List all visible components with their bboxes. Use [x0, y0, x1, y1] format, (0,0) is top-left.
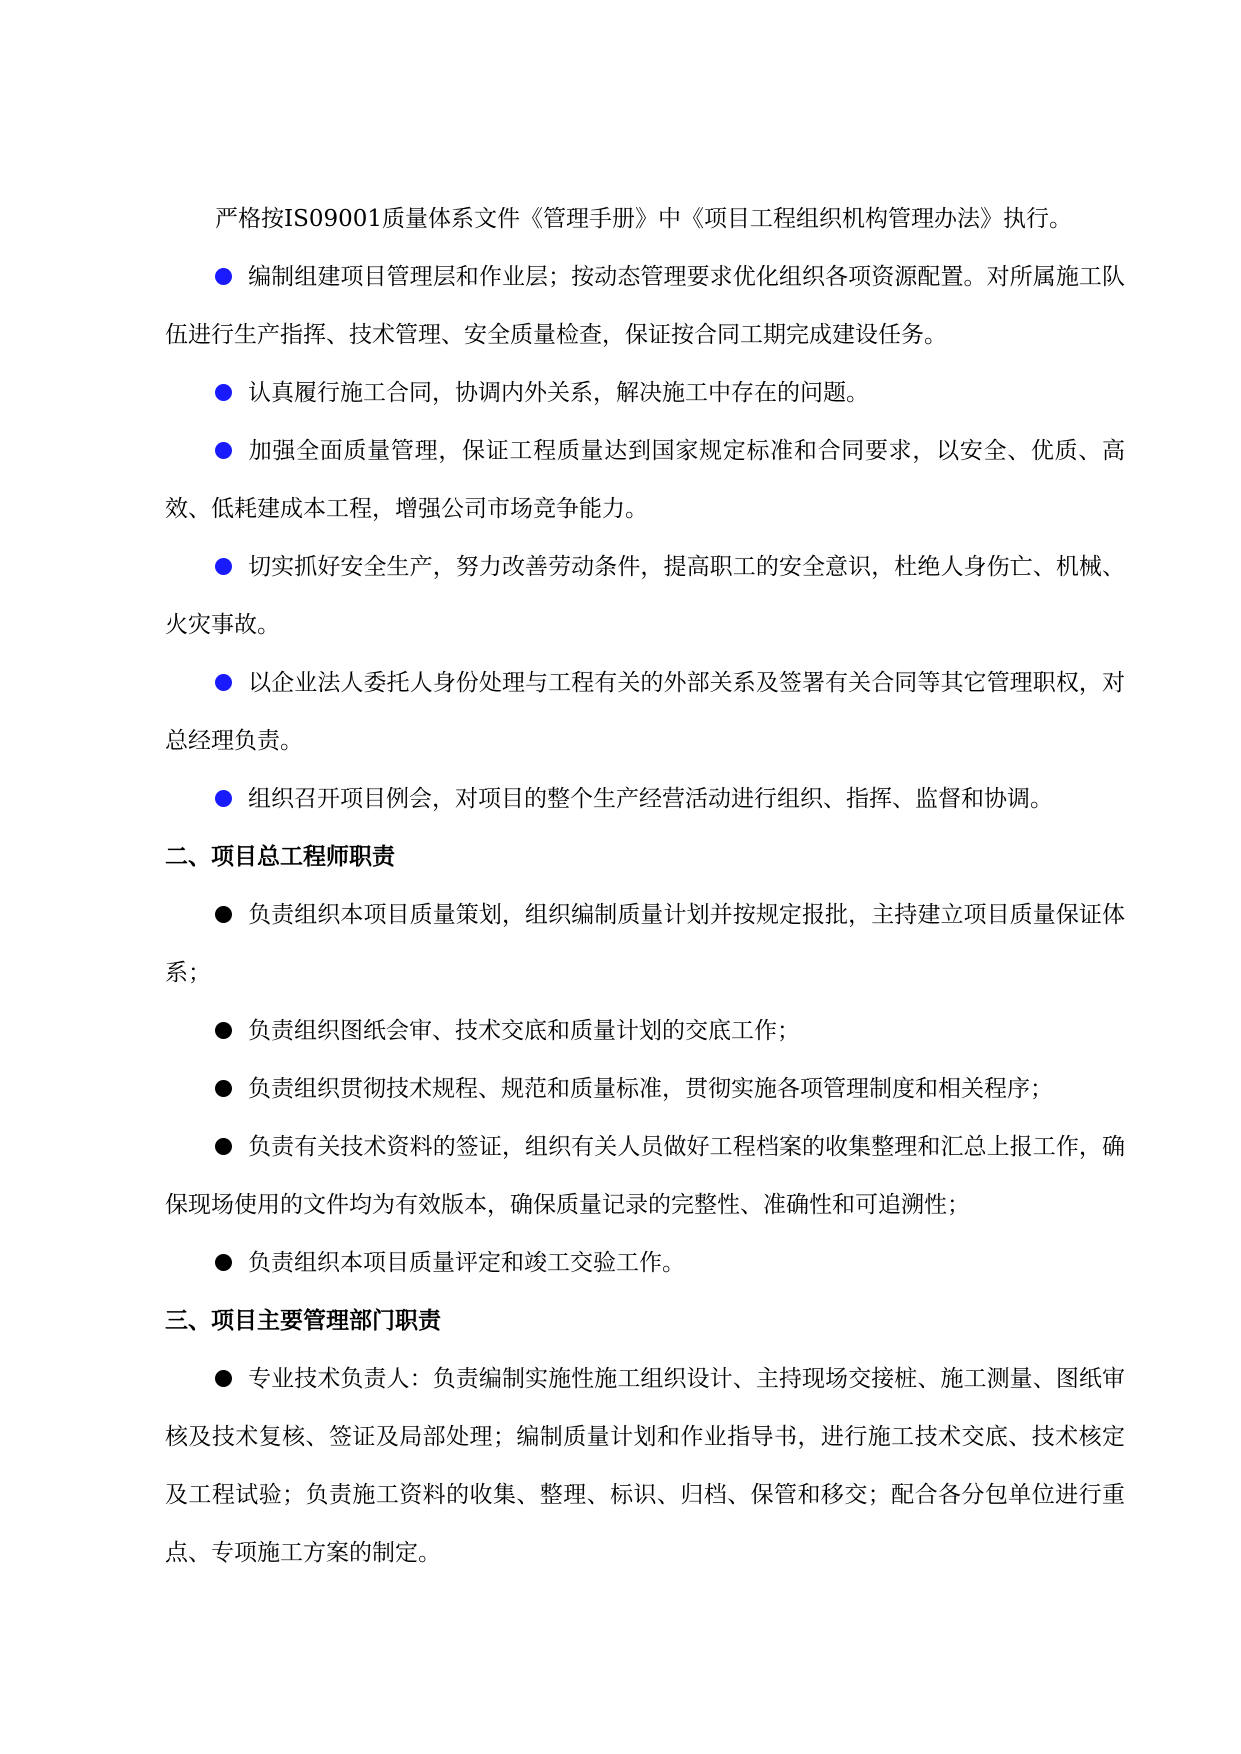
blue-bullet-icon — [215, 558, 232, 575]
blue-bullet-icon — [215, 268, 232, 285]
section-heading: 二、项目总工程师职责 — [165, 844, 395, 870]
chief-engineer-item: 负责组织本项目质量策划，组织编制质量计划并按规定报批，主持建立项目质量保证体系； — [165, 902, 1125, 986]
manager-item: 认真履行施工合同，协调内外关系，解决施工中存在的问题。 — [165, 364, 1125, 422]
manager-item: 以企业法人委托人身份处理与工程有关的外部关系及签署有关合同等其它管理职权，对总经理负责。 — [165, 670, 1125, 754]
black-bullet-icon — [215, 1138, 232, 1155]
black-bullet-icon — [215, 906, 232, 923]
manager-item: 切实抓好安全生产，努力改善劳动条件，提高职工的安全意识，杜绝人身伤亡、机械、火灾事故。 — [165, 554, 1125, 638]
blue-bullet-icon — [215, 790, 232, 807]
blue-bullet-icon — [215, 674, 232, 691]
black-bullet-icon — [215, 1080, 232, 1097]
chief-engineer-item: 负责组织本项目质量评定和竣工交验工作。 — [165, 1234, 1125, 1292]
manager-item: 加强全面质量管理，保证工程质量达到国家规定标准和合同要求，以安全、优质、高效、低耗建成本工程，增强公司市场竞争能力。 — [165, 438, 1125, 522]
black-bullet-icon — [215, 1370, 232, 1387]
manager-item: 组织召开项目例会，对项目的整个生产经营活动进行组织、指挥、监督和协调。 — [165, 770, 1125, 828]
intro-paragraph: 严格按IS09001质量体系文件《管理手册》中《项目工程组织机构管理办法》执行。 — [215, 206, 1073, 232]
chief-engineer-item: 负责组织贯彻技术规程、规范和质量标准，贯彻实施各项管理制度和相关程序； — [165, 1060, 1125, 1118]
section-heading: 三、项目主要管理部门职责 — [165, 1308, 441, 1334]
chief-engineer-item: 负责组织图纸会审、技术交底和质量计划的交底工作； — [165, 1002, 1125, 1060]
black-bullet-icon — [215, 1022, 232, 1039]
black-bullet-icon — [215, 1254, 232, 1271]
document-page — [165, 190, 1125, 1582]
department-item: 专业技术负责人：负责编制实施性施工组织设计、主持现场交接桩、施工测量、图纸审核及技术复核、签证及局部处理；编制质量计划和作业指导书，进行施工技术交底、技术核定及工程试验；负责施工资料的收集、整理、标识、归档、保管和移交；配合各分包单位进行重点、专项施工方案的制定。 — [165, 1366, 1125, 1566]
blue-bullet-icon — [215, 442, 232, 459]
chief-engineer-item: 负责有关技术资料的签证，组织有关人员做好工程档案的收集整理和汇总上报工作，确保现场使用的文件均为有效版本，确保质量记录的完整性、准确性和可追溯性； — [165, 1134, 1125, 1218]
blue-bullet-icon — [215, 384, 232, 401]
manager-item: 编制组建项目管理层和作业层；按动态管理要求优化组织各项资源配置。对所属施工队伍进行生产指挥、技术管理、安全质量检查，保证按合同工期完成建设任务。 — [165, 264, 1125, 348]
